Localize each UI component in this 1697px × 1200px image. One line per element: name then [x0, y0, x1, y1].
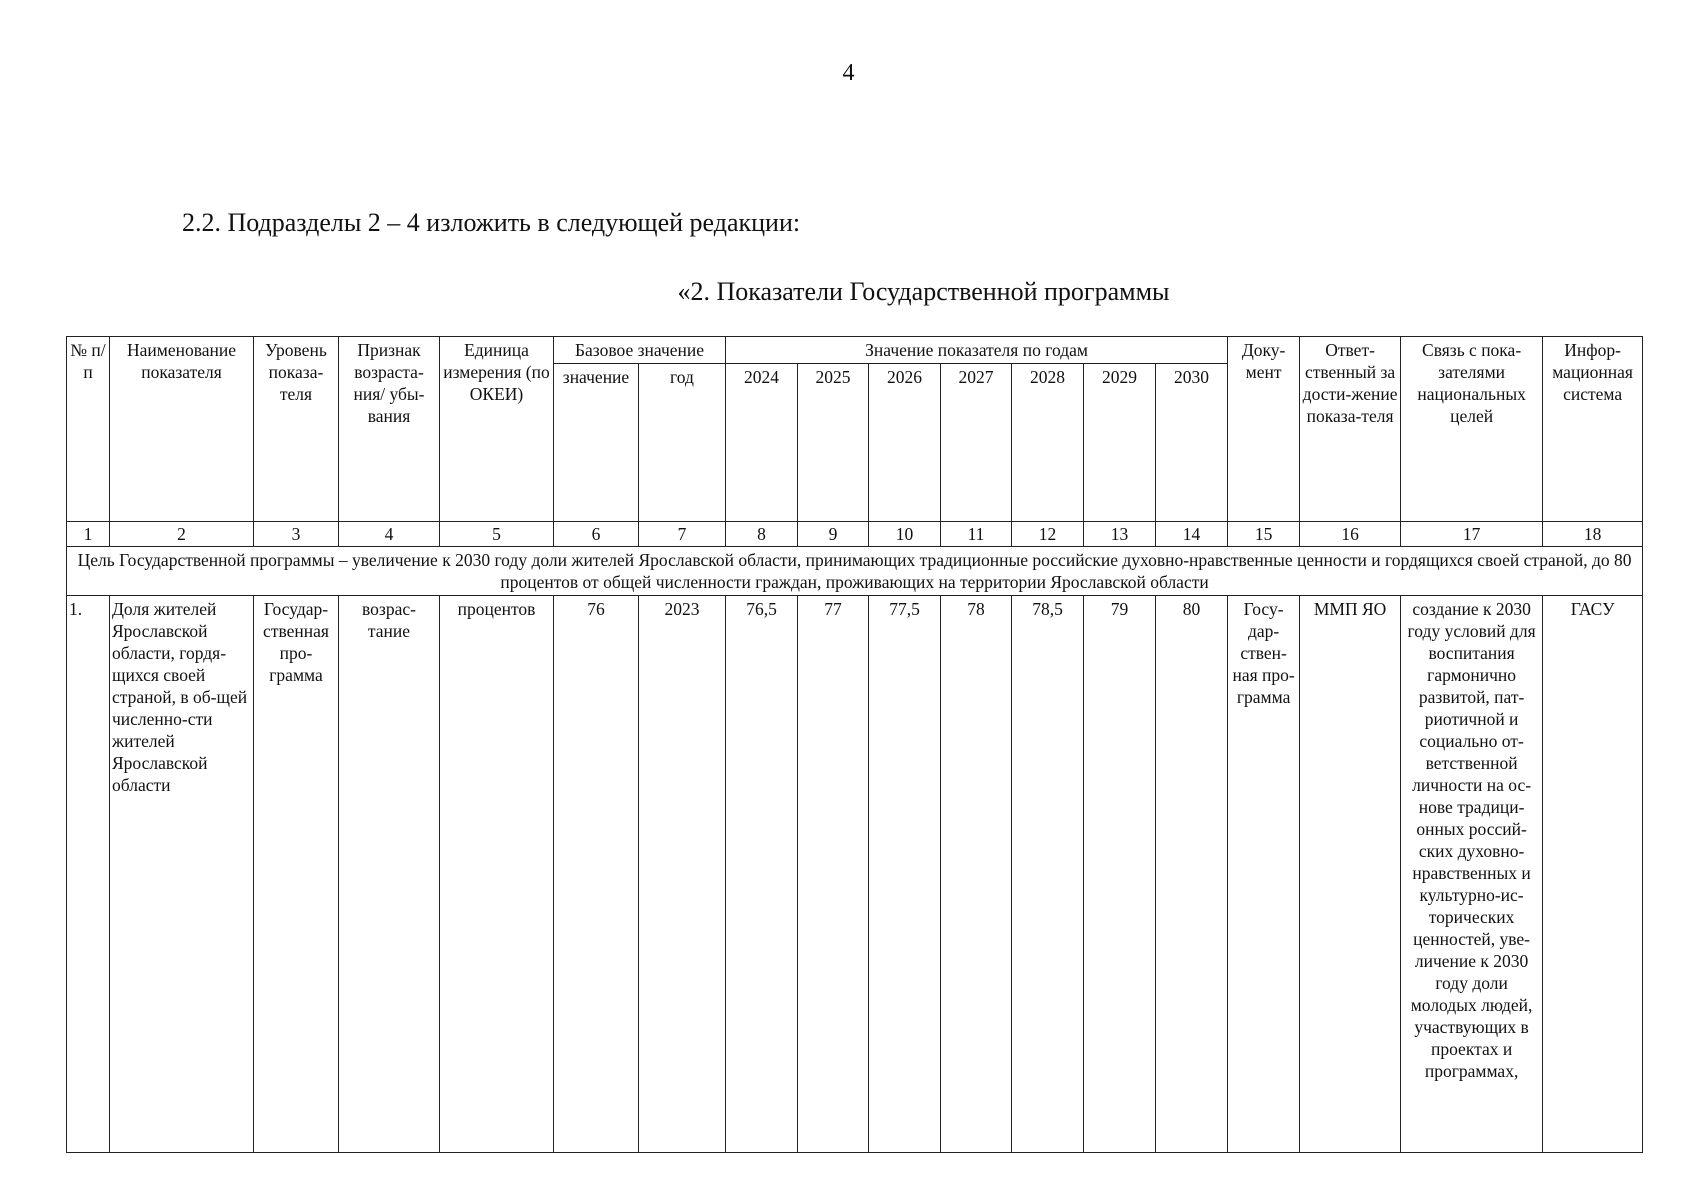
table-row: [67, 596, 1643, 1153]
row-base-value: 76: [554, 596, 639, 1153]
header-year: 2030: [1156, 364, 1228, 522]
row-responsible: ММП ЯО: [1300, 596, 1401, 1153]
row-document: Госу-дар-ствен-ная про-грамма: [1228, 596, 1300, 1153]
row-link: создание к 2030 году условий для воспитания гармонично развитой, пат-риотичной и социально от-ветственной личности на ос-нове традици-онных россий-ских духовно-нравственных и культурно-ис-торических ценностей, уве-личение к 2030 году доли молодых людей, участвующих в проектах и программах,: [1401, 596, 1543, 1153]
row-sign: возрас-тание: [339, 596, 440, 1153]
column-number: 2: [110, 522, 254, 547]
header-year: 2024: [726, 364, 798, 522]
column-number: 11: [941, 522, 1012, 547]
header-num: № п/п: [67, 337, 110, 522]
header-base-group: Базовое значение: [554, 337, 726, 364]
column-number: 12: [1012, 522, 1084, 547]
row-num: 1.: [67, 596, 110, 1153]
column-number: 8: [726, 522, 798, 547]
column-number-row: [67, 522, 1643, 547]
row-year-value: 80: [1156, 596, 1228, 1153]
header-base-value: значение: [554, 364, 639, 522]
header-responsible: Ответ-ственный за дости-жение показа-теля: [1300, 337, 1401, 522]
header-base-year: год: [639, 364, 726, 522]
goal-row: [67, 547, 1643, 596]
row-year-value: 76,5: [726, 596, 798, 1153]
intro-text: 2.2. Подразделы 2 – 4 изложить в следующей редакции:: [182, 208, 801, 237]
header-link: Связь с пока-зателями национальных целей: [1401, 337, 1543, 522]
column-number: 4: [339, 522, 440, 547]
goal-text: Цель Государственной программы – увеличение к 2030 году доли жителей Ярославской области, принимающих традиционные российские духовно-нравственные ценности и гордящихся своей страной, до 80 процентов от общей численности граждан, проживающих на территории Ярославской области: [67, 547, 1643, 596]
row-info-system: ГАСУ: [1543, 596, 1643, 1153]
header-years-group: Значение показателя по годам: [726, 337, 1228, 364]
indicators-table: [66, 336, 1643, 1153]
row-year-value: 77,5: [869, 596, 941, 1153]
column-number: 17: [1401, 522, 1543, 547]
row-level: Государ-ственная про-грамма: [254, 596, 339, 1153]
column-number: 16: [1300, 522, 1401, 547]
column-number: 10: [869, 522, 941, 547]
column-number: 9: [798, 522, 869, 547]
header-info-system: Инфор-мационная система: [1543, 337, 1643, 522]
column-number: 15: [1228, 522, 1300, 547]
row-year-value: 77: [798, 596, 869, 1153]
header-year: 2025: [798, 364, 869, 522]
header-row-1: [67, 337, 1643, 364]
header-name: Наименование показателя: [110, 337, 254, 522]
row-year-value: 78,5: [1012, 596, 1084, 1153]
header-year: 2027: [941, 364, 1012, 522]
row-year-value: 78: [941, 596, 1012, 1153]
column-number: 1: [67, 522, 110, 547]
header-year: 2029: [1084, 364, 1156, 522]
column-number: 18: [1543, 522, 1643, 547]
header-level: Уровень показа-теля: [254, 337, 339, 522]
column-number: 7: [639, 522, 726, 547]
header-year: 2026: [869, 364, 941, 522]
row-unit: процентов: [440, 596, 554, 1153]
column-number: 5: [440, 522, 554, 547]
column-number: 3: [254, 522, 339, 547]
header-year: 2028: [1012, 364, 1084, 522]
column-number: 6: [554, 522, 639, 547]
page-number: 4: [842, 60, 855, 86]
row-base-year: 2023: [639, 596, 726, 1153]
column-number: 13: [1084, 522, 1156, 547]
column-number: 14: [1156, 522, 1228, 547]
row-year-value: 79: [1084, 596, 1156, 1153]
section-title: «2. Показатели Государственной программы: [677, 277, 1170, 306]
row-name: Доля жителей Ярославской области, гордя-щихся своей страной, в об-щей численно-сти жителей Ярославской области: [110, 596, 254, 1153]
header-unit: Единица измерения (по ОКЕИ): [440, 337, 554, 522]
header-sign: Признак возраста-ния/ убы-вания: [339, 337, 440, 522]
header-document: Доку-мент: [1228, 337, 1300, 522]
